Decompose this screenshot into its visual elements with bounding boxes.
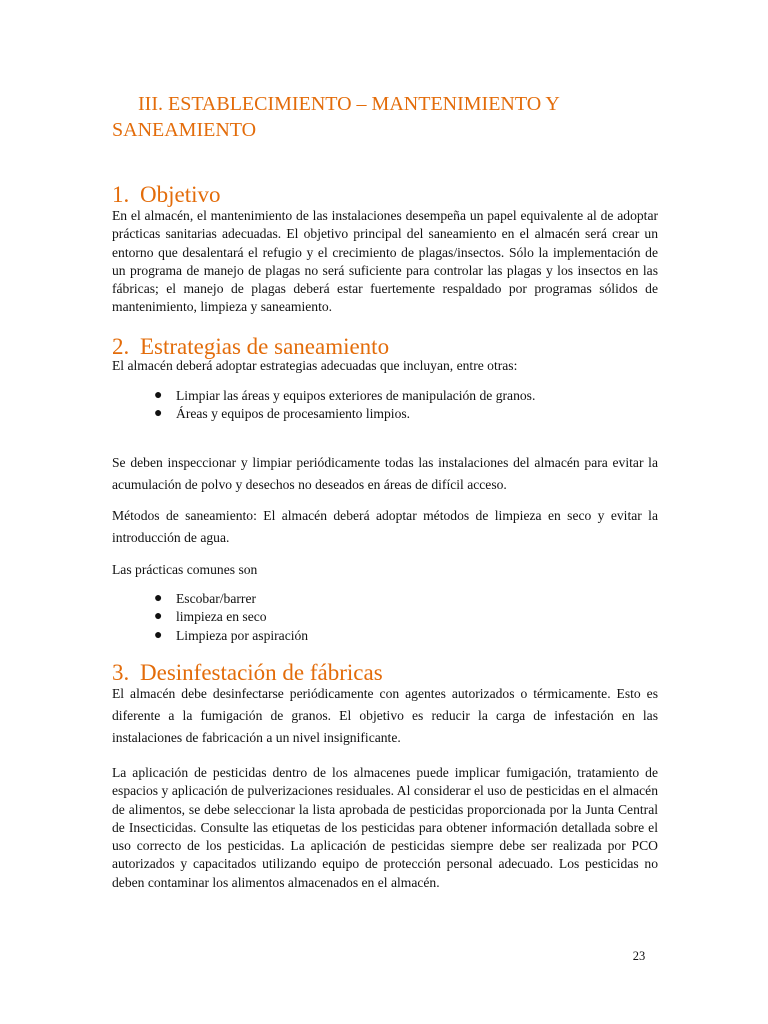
bullet-icon: ● xyxy=(154,406,163,422)
section-3-number: 3. xyxy=(112,660,130,685)
section-1-heading xyxy=(112,182,221,208)
section-1-title: Objetivo xyxy=(140,182,221,207)
practices-intro: Las prácticas comunes son xyxy=(112,562,258,577)
section-1-body: En el almacén, el mantenimiento de las instalaciones desempeña un papel equivalente al de adoptar prácticas sanitarias adecuadas. El objetivo principal del saneamiento en el almacén será crear un entorno que desalentará el refugio y el crecimiento de plagas/insectos. Sólo la implementación de un programa de manejo de plagas no será suficiente para controlar las plagas y los insectos en las fábricas; el manejo de plagas deberá estar fuertemente respaldado por programas sólidos de mantenimiento, limpieza y saneamiento. xyxy=(112,208,658,315)
section-2-intro: El almacén deberá adoptar estrategias adecuadas que incluyan, entre otras: xyxy=(112,358,518,373)
section-3-title: Desinfestación de fábricas xyxy=(140,660,383,685)
strategies-list xyxy=(152,387,535,424)
section-1-number: 1. xyxy=(112,182,130,207)
page-number: 23 xyxy=(632,949,646,963)
list-item: ● Limpiar las áreas y equipos exteriores de manipulación de granos. xyxy=(152,387,535,405)
section-2-title: Estrategias de saneamiento xyxy=(140,334,390,359)
bullet-icon: ● xyxy=(154,388,163,403)
section-3-paragraph-1: El almacén debe desinfectarse periódicamente con agentes autorizados o térmicamente. Esto es diferente a la fumigación de granos. El objetivo es reducir la carga de infestación en las instalaciones de fabricación a un nivel insignificante. xyxy=(112,686,658,745)
section-3-paragraph-2: La aplicación de pesticidas dentro de los almacenes puede implicar fumigación, tratamiento de espacios y aplicación de pulverizaciones residuales. Al considerar el uso de pesticidas en el almacén de alimentos, se debe seleccionar la lista aprobada de pesticidas proporcionada por la Junta Central de Insecticidas. Consulte las etiquetas de los pesticidas para obtener información detallada sobre el uso correcto de los pesticidas. La aplicación de pesticidas siempre debe ser realizada por PCO autorizados y capacitados utilizando equipo de protección personal adecuado. Los pesticidas no deben contaminar los alimentos almacenados en el almacén. xyxy=(112,765,658,890)
list-item: ● Limpieza por aspiración xyxy=(152,627,308,645)
section-2-number: 2. xyxy=(112,334,130,359)
inspection-paragraph: Se deben inspeccionar y limpiar periódicamente todas las instalaciones del almacén para evitar la acumulación de polvo y desechos no deseados en áreas de difícil acceso. xyxy=(112,455,658,492)
list-item: ● Escobar/barrer xyxy=(152,590,308,608)
bullet-icon: ● xyxy=(154,627,163,643)
bullet-icon: ● xyxy=(154,609,163,625)
list-item: ● limpieza en seco xyxy=(152,608,308,626)
methods-paragraph: Métodos de saneamiento: El almacén deberá adoptar métodos de limpieza en seco y evitar la introducción de agua. xyxy=(112,508,658,545)
bullet-icon: ● xyxy=(154,591,163,606)
document-title: III. ESTABLECIMIENTO – MANTENIMIENTO Y SANEAMIENTO xyxy=(112,93,560,141)
practices-list xyxy=(152,590,308,645)
list-item: ● Áreas y equipos de procesamiento limpios. xyxy=(152,405,535,423)
